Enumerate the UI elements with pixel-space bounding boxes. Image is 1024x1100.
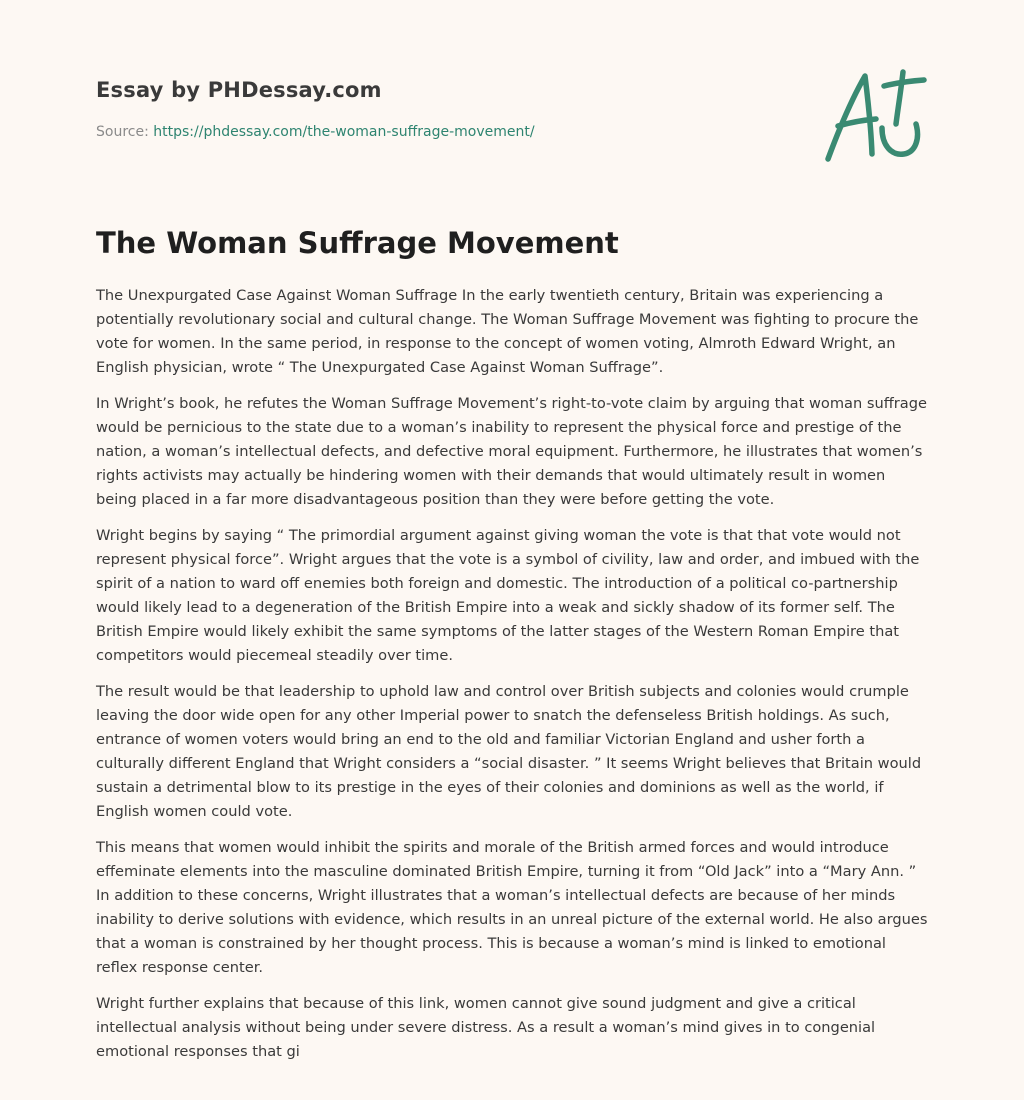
essay-paragraph: Wright begins by saying “ The primordial argument against giving woman the vote is that that vote would not represent physical force”. Wright argues that the vote is a symbol of civility, law and order, and imbued with the spirit of a nation to ward off enemies both foreign and domestic. The introduction of a political co-partnership would likely lead to a degeneration of the British Empire into a weak and sickly shadow of its former self. The British Empire would likely exhibit the same symptoms of the latter stages of the Western Roman Empire that competitors would piecemeal steadily over time. <box>96 527 920 664</box>
site-brand: Essay by PHDessay.com <box>96 78 382 102</box>
essay-paragraph: In Wright’s book, he refutes the Woman Suffrage Movement’s right-to-vote claim by arguing that woman suffrage would be pernicious to the state due to a woman’s inability to represent the physical force and prestige of the nation, a woman’s intellectual defects, and defective moral equipment. Furthermore, he illustrates that women’s rights activists may actually be hindering women with their demands that would ultimately result in women being placed in a far more disadvantageous position than they were before getting the vote. <box>96 395 927 508</box>
essay-body <box>96 284 928 1076</box>
essay-paragraph: Wright further explains that because of this link, women cannot give sound judgment and give a critical intellectual analysis without being under severe distress. As a result a woman’s mind gives in to congenial emotional responses that gi <box>96 995 876 1060</box>
source-link[interactable]: https://phdessay.com/the-woman-suffrage-movement/ <box>153 124 535 140</box>
essay-page <box>96 0 928 1060</box>
essay-paragraph: The result would be that leadership to uphold law and control over British subjects and colonies would crumple leaving the door wide open for any other Imperial power to snatch the defenseless British holdings. As such, entrance of women voters would bring an end to the old and familiar Victorian England and usher forth a culturally different England that Wright considers a “social disaster. ” It seems Wright believes that Britain would sustain a detrimental blow to its prestige in the eyes of their colonies and dominions as well as the world, if English women could vote. <box>96 683 922 820</box>
source-line <box>96 124 535 140</box>
header <box>96 0 928 190</box>
a-plus-logo-icon <box>824 66 928 166</box>
source-label: Source: <box>96 124 154 140</box>
essay-paragraph: The Unexpurgated Case Against Woman Suffrage In the early twentieth century, Britain was experiencing a potentially revolutionary social and cultural change. The Woman Suffrage Movement was fighting to procure the vote for women. In the same period, in response to the concept of women voting, Almroth Edward Wright, an English physician, wrote “ The Unexpurgated Case Against Woman Suffrage”. <box>96 287 919 376</box>
essay-title: The Woman Suffrage Movement <box>96 226 619 260</box>
essay-paragraph: This means that women would inhibit the spirits and morale of the British armed forces and would introduce effeminate elements into the masculine dominated British Empire, turning it from “Old Jack” into a “Mary Ann. ” In addition to these concerns, Wright illustrates that a woman’s intellectual defects are because of her minds inability to derive solutions with evidence, which results in an unreal picture of the external world. He also argues that a woman is constrained by her thought process. This is because a woman’s mind is linked to emotional reflex response center. <box>96 839 928 976</box>
